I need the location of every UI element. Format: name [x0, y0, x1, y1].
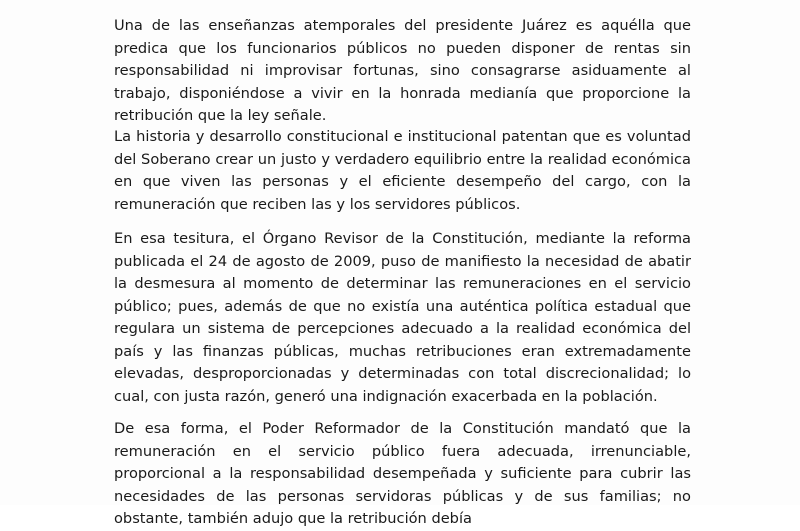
paragraph: En esa tesitura, el Órgano Revisor de la Constitución, mediante la reforma publicada el 24 de agosto de 2009, puso de manifiesto la necesidad de abatir la desmesura al momento de determinar las remuneraciones en el servicio público; pues, además de que no existía una auténtica política estadual que regulara un sistema de percepciones adecuado a la realidad económica del país y las finanzas públicas, muchas retribuciones eran extremadamente elevadas, desproporcionadas y determinadas con total discrecionalidad; lo cual, con justa razón, generó una indignación exacerbada en la población.	[114, 230, 691, 405]
paragraph: De esa forma, el Poder Reformador de la Constitución mandató que la remuneración en el servicio público fuera adecuada, irrenunciable, proporcional a la responsabilidad desempeñada y suficiente para cubrir las necesidades de las personas servidoras públicas y de sus familias; no obstante, también adujo que la retribución debía	[114, 420, 691, 527]
paragraph: La historia y desarrollo constitucional e institucional patentan que es voluntad del Soberano crear un justo y verdadero equilibrio entre la realidad económica en que viven las personas y el eficiente desempeño del cargo, con la remuneración que reciben las y los servidores públicos.	[114, 128, 691, 213]
paragraph: Una de las enseñanzas atemporales del presidente Juárez es aquélla que predica que los funcionarios públicos no pueden disponer de rentas sin responsabilidad ni improvisar fortunas, sino consagrarse asiduamente al trabajo, disponiéndose a vivir en la honrada medianía que proporcione la retribución que la ley señale.	[114, 17, 691, 124]
